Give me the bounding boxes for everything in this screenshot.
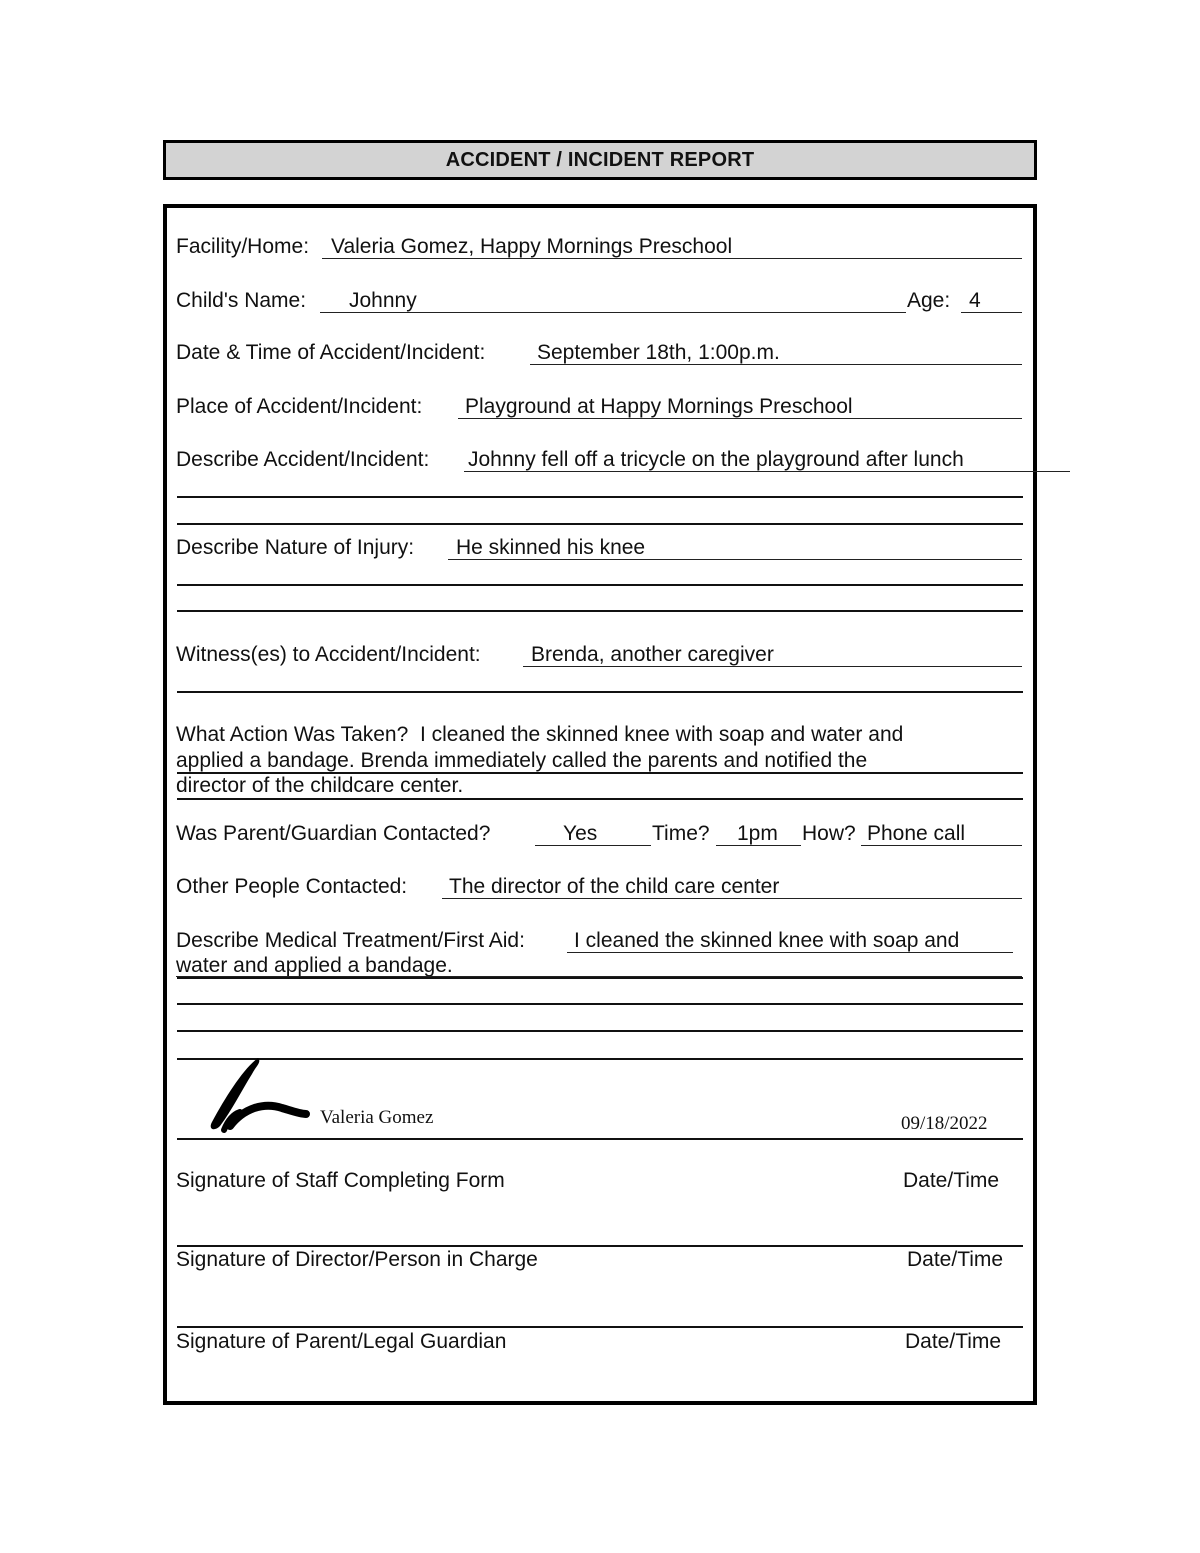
injury-label: Describe Nature of Injury: bbox=[176, 536, 415, 559]
parent-contacted-label: Was Parent/Guardian Contacted? bbox=[176, 822, 491, 845]
datetime-value: September 18th, 1:00p.m. bbox=[537, 341, 780, 364]
time-label: Time? bbox=[652, 822, 710, 845]
blank-line bbox=[177, 977, 1023, 979]
describe-label: Describe Accident/Incident: bbox=[176, 448, 430, 471]
signature-line bbox=[177, 1138, 1023, 1140]
witness-label: Witness(es) to Accident/Incident: bbox=[176, 643, 481, 666]
staff-date-label: Date/Time bbox=[903, 1169, 1000, 1192]
blank-line bbox=[177, 523, 1023, 525]
director-signature-label: Signature of Director/Person in Charge bbox=[176, 1248, 538, 1271]
blank-line bbox=[177, 496, 1023, 498]
parent-date-label: Date/Time bbox=[905, 1330, 1002, 1353]
place-underline bbox=[458, 418, 1022, 419]
injury-underline bbox=[448, 559, 1022, 560]
witness-value: Brenda, another caregiver bbox=[531, 643, 774, 666]
other-contacted-label: Other People Contacted: bbox=[176, 875, 408, 898]
action-line-3: director of the childcare center. bbox=[176, 774, 464, 797]
facility-label: Facility/Home: bbox=[176, 235, 310, 258]
describe-underline bbox=[464, 471, 1070, 472]
other-contacted-value: The director of the child care center bbox=[449, 875, 780, 898]
child-name-underline bbox=[320, 312, 906, 313]
witness-underline bbox=[523, 666, 1022, 667]
place-label: Place of Accident/Incident: bbox=[176, 395, 423, 418]
signature-line bbox=[177, 1326, 1023, 1328]
medical-underline bbox=[567, 952, 1013, 953]
action-rule bbox=[177, 798, 1023, 800]
age-value: 4 bbox=[969, 289, 981, 312]
action-line-2: applied a bandage. Brenda immediately called the parents and notified the bbox=[176, 748, 868, 772]
datetime-label: Date & Time of Accident/Incident: bbox=[176, 341, 486, 364]
report-title: ACCIDENT / INCIDENT REPORT bbox=[163, 140, 1037, 180]
medical-line-2: water and applied a bandage. bbox=[176, 954, 453, 977]
blank-line bbox=[177, 1003, 1023, 1005]
time-underline bbox=[716, 845, 801, 846]
how-label: How? bbox=[802, 822, 856, 845]
blank-line bbox=[177, 610, 1023, 612]
describe-value: Johnny fell off a tricycle on the playground after lunch bbox=[468, 448, 964, 471]
form-box bbox=[163, 204, 1037, 1405]
parent-signature-label: Signature of Parent/Legal Guardian bbox=[176, 1330, 507, 1353]
signature-date: 09/18/2022 bbox=[901, 1113, 988, 1134]
child-name-label: Child's Name: bbox=[176, 289, 307, 312]
action-rule bbox=[177, 772, 1023, 774]
child-name-value: Johnny bbox=[349, 289, 417, 312]
datetime-underline bbox=[530, 364, 1022, 365]
blank-line bbox=[177, 1030, 1023, 1032]
handwritten-signature-icon bbox=[200, 1052, 315, 1137]
action-block bbox=[176, 722, 1022, 799]
place-value: Playground at Happy Mornings Preschool bbox=[465, 395, 853, 418]
other-contacted-underline bbox=[442, 898, 1022, 899]
director-date-label: Date/Time bbox=[907, 1248, 1004, 1271]
signature-line bbox=[177, 1245, 1023, 1247]
medical-line-1: I cleaned the skinned knee with soap and bbox=[574, 929, 960, 952]
age-underline bbox=[961, 312, 1022, 313]
parent-contacted-underline bbox=[535, 845, 651, 846]
how-value: Phone call bbox=[867, 822, 966, 845]
parent-contacted-value: Yes bbox=[563, 822, 598, 845]
injury-value: He skinned his knee bbox=[456, 536, 646, 559]
action-label: What Action Was Taken? bbox=[176, 723, 409, 746]
age-label: Age: bbox=[907, 289, 951, 312]
blank-line bbox=[177, 584, 1023, 586]
signature-name: Valeria Gomez bbox=[320, 1107, 434, 1128]
facility-underline bbox=[322, 258, 1022, 259]
time-value: 1pm bbox=[737, 822, 778, 845]
medical-label: Describe Medical Treatment/First Aid: bbox=[176, 929, 525, 952]
facility-value: Valeria Gomez, Happy Mornings Preschool bbox=[331, 235, 733, 258]
action-line-1: I cleaned the skinned knee with soap and water and bbox=[419, 723, 904, 746]
blank-line bbox=[177, 691, 1023, 693]
staff-signature-label: Signature of Staff Completing Form bbox=[176, 1169, 505, 1192]
how-underline bbox=[861, 845, 1022, 846]
